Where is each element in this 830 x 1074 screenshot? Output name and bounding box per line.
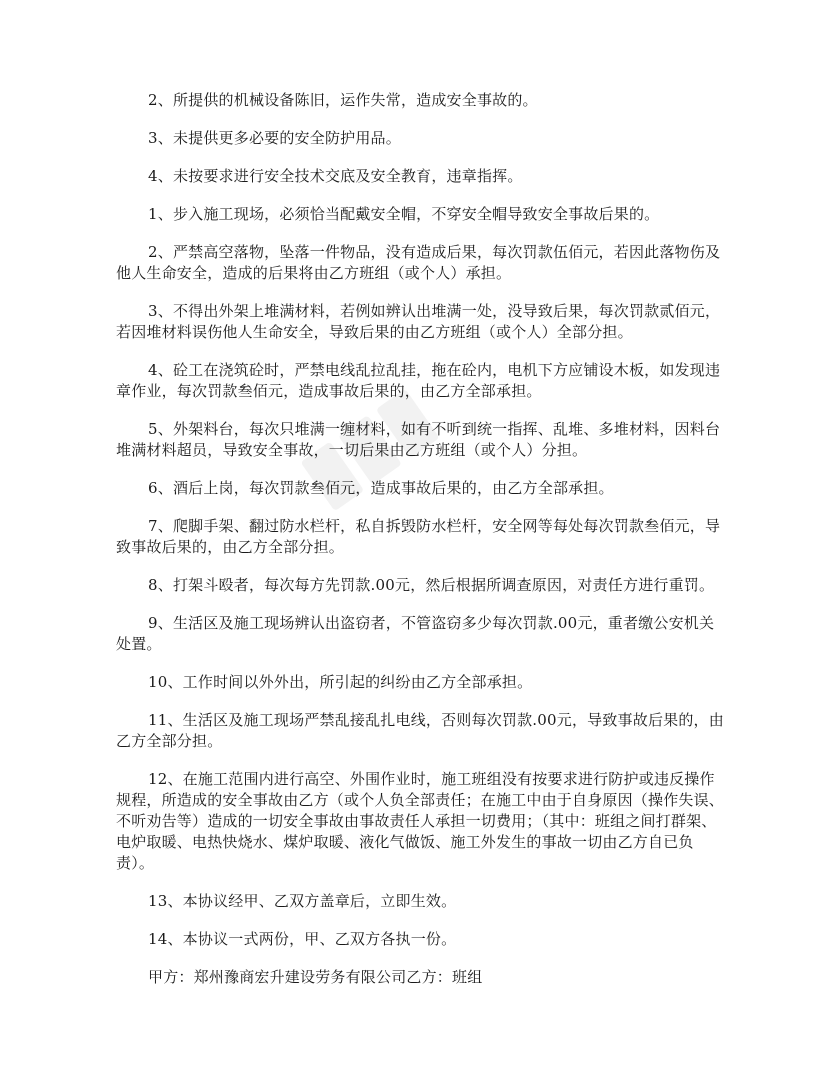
paragraph-3-protective-gear: 3、未提供更多必要的安全防护用品。: [148, 129, 401, 147]
paragraph-11-wiring: 11、生活区及施工现场严禁乱接乱扎电线，否则每次罚款.00元，导致事故后果的，由乙方全部分担。: [116, 711, 724, 750]
document-body: [116, 90, 726, 1005]
signature-line: 甲方：郑州豫商宏升建设劳务有限公司乙方：班组: [148, 968, 483, 986]
paragraph-8-fighting: 8、打架斗殴者，每次每方先罚款.00元，然后根据所调查原因，对责任方进行重罚。: [148, 576, 715, 594]
paragraph-3-scaffold-materials: 3、不得出外架上堆满材料，若例如辨认出堆满一处，没导致后果，每次罚款贰佰元，若因堆材料误伤他人生命安全，导致后果的由乙方班组（或个人）全部分担。: [116, 302, 721, 341]
paragraph-2-falling-objects: 2、严禁高空落物，坠落一件物品，没有造成后果，每次罚款伍佰元，若因此落物伤及他人生命安全，造成的后果将由乙方班组（或个人）承担。: [116, 243, 721, 282]
paragraph-4-safety-briefing: 4、未按要求进行安全技术交底及安全教育，违章指挥。: [148, 167, 523, 185]
paragraph-5-material-platform: 5、外架料台，每次只堆满一缠材料，如有不听到统一指挥、乱堆、多堆材料，因料台堆满材料超员，导致安全事故，一切后果由乙方班组（或个人）分担。: [116, 420, 721, 459]
paragraph-10-outings: 10、工作时间以外外出，所引起的纠纷由乙方全部承担。: [148, 673, 533, 691]
paragraph-7-climbing: 7、爬脚手架、翻过防水栏杆，私自拆毁防水栏杆，安全网等每处每次罚款叁佰元，导致事故后果的，由乙方全部分担。: [116, 517, 721, 556]
paragraph-13-effective: 13、本协议经甲、乙双方盖章后，立即生效。: [148, 892, 457, 910]
paragraph-12-high-work: 12、在施工范围内进行高空、外围作业时，施工班组没有按要求进行防护或违反操作规程，所造成的安全事故由乙方（或个人负全部责任；在施工中由于自身原因（操作失误、不听劝告等）造成的一切安全事故由事故责任人承担一切费用；（其中：班组之间打群架、电炉取暖、电热快烧水、煤炉取暖、液化气做饭、施工外发生的事故一切由乙方自已负责）。: [116, 770, 725, 872]
paragraph-2-equipment: 2、所提供的机械设备陈旧，运作失常，造成安全事故的。: [148, 91, 538, 109]
paragraph-1-helmet: 1、步入施工现场，必须恰当配戴安全帽，不穿安全帽导致安全事故后果的。: [148, 205, 660, 223]
paragraph-9-theft: 9、生活区及施工现场辨认出盗窃者，不管盗窃多少每次罚款.00元，重者缴公安机关处置。: [116, 614, 715, 653]
paragraph-14-copies: 14、本协议一式两份，甲、乙双方各执一份。: [148, 930, 457, 948]
paragraph-4-concrete-wiring: 4、砼工在浇筑砼时，严禁电线乱拉乱挂，拖在砼内，电机下方应铺设木板，如发现违章作业，每次罚款叁佰元，造成事故后果的，由乙方全部承担。: [116, 361, 721, 400]
paragraph-6-drinking: 6、酒后上岗，每次罚款叁佰元，造成事故后果的，由乙方全部承担。: [148, 479, 614, 497]
